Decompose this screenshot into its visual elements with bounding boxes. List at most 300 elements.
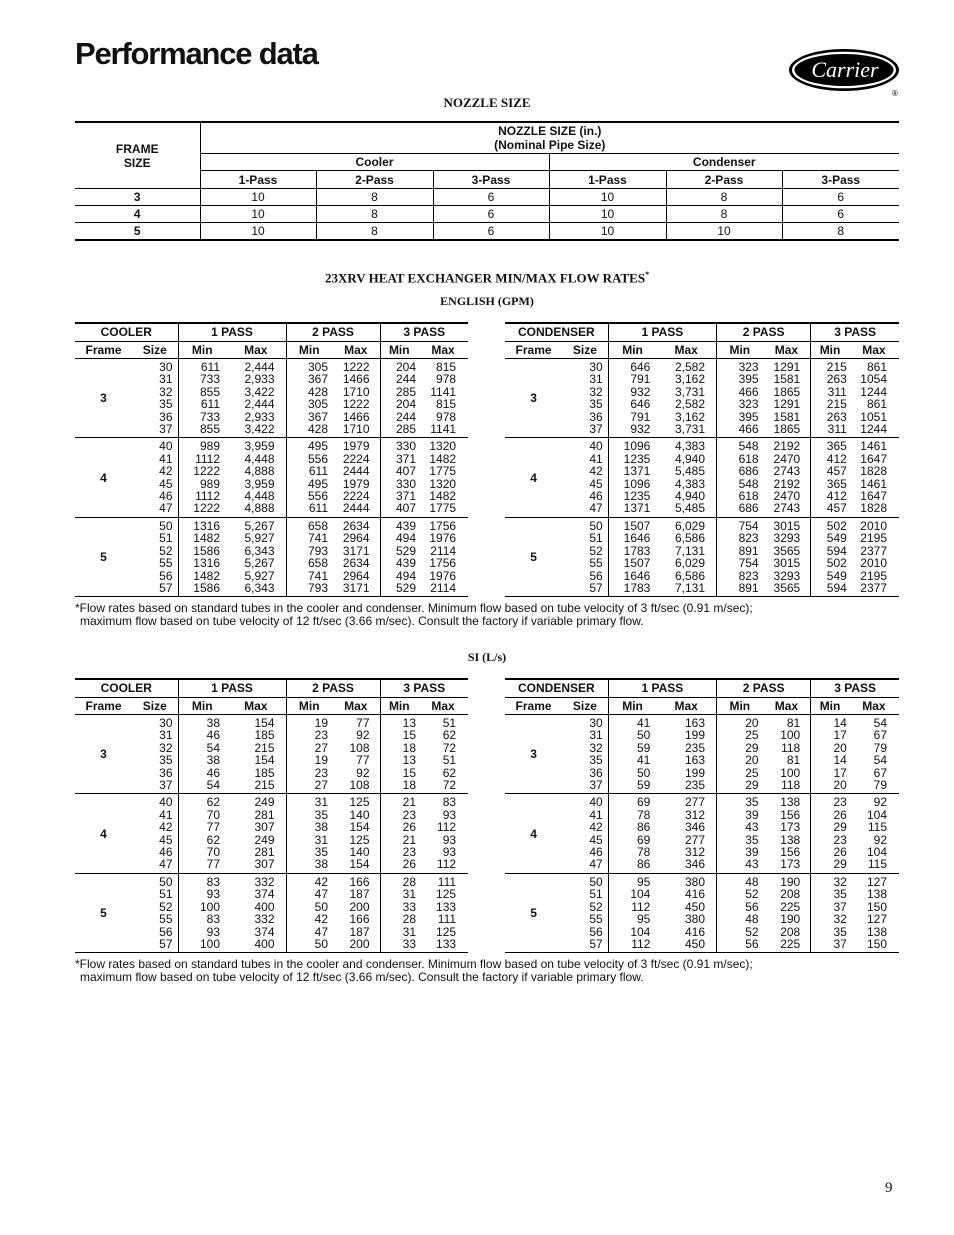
cell-value: 115 bbox=[867, 857, 887, 872]
column-header: Max bbox=[226, 342, 286, 359]
frame-cell: 4 bbox=[505, 794, 562, 873]
cell-value: 754 bbox=[738, 556, 759, 571]
cell-value: 861 bbox=[866, 360, 887, 374]
cell-value: 457 bbox=[826, 501, 847, 516]
cell-value: 815 bbox=[436, 360, 457, 374]
cell-value: 1865 bbox=[773, 384, 801, 399]
cell-value: 20 bbox=[833, 778, 847, 793]
cell-value: 28 bbox=[402, 912, 417, 927]
value-cell bbox=[286, 517, 332, 596]
cell-value: 154 bbox=[349, 820, 370, 835]
cell-value: 307 bbox=[254, 857, 275, 872]
cell-value: 30 bbox=[159, 360, 173, 374]
cell-value: 31 bbox=[159, 372, 173, 387]
cell-value: 2114 bbox=[430, 543, 457, 558]
english-condenser-table bbox=[505, 322, 899, 597]
value-cell bbox=[380, 517, 418, 596]
cell-value: 235 bbox=[684, 778, 705, 793]
frame-cell: 4 bbox=[75, 206, 200, 223]
cell-value: 428 bbox=[307, 422, 329, 437]
cell-value: 111 bbox=[437, 874, 457, 889]
cell-value: 3293 bbox=[773, 531, 801, 546]
cell-value: 77 bbox=[356, 753, 370, 768]
cell-value: 14 bbox=[833, 716, 847, 730]
column-header: Frame bbox=[505, 342, 562, 359]
cell-value: 46 bbox=[206, 728, 220, 743]
cell-value: 51 bbox=[159, 887, 173, 902]
column-header: Min bbox=[380, 698, 418, 715]
cell-value: 36 bbox=[589, 409, 603, 424]
cell-value: 112 bbox=[436, 857, 457, 872]
cell-value: 93 bbox=[206, 924, 220, 939]
cell-value: 1783 bbox=[623, 580, 651, 595]
value-cell: 8 bbox=[316, 223, 433, 241]
cell-value: 51 bbox=[589, 531, 603, 546]
frame-cell: 5 bbox=[75, 517, 132, 596]
cell-value: 2,444 bbox=[244, 360, 275, 374]
cell-value: 187 bbox=[349, 887, 370, 902]
cell-value: 548 bbox=[738, 439, 759, 454]
cell-value: 323 bbox=[738, 397, 759, 412]
cell-value: 215 bbox=[826, 397, 847, 412]
frame-cell: 5 bbox=[505, 517, 562, 596]
cell-value: 3,731 bbox=[674, 384, 705, 399]
cell-value: 187 bbox=[349, 924, 370, 939]
value-cell bbox=[178, 794, 226, 873]
cell-value: 791 bbox=[630, 409, 651, 424]
cell-value: 35 bbox=[589, 753, 603, 768]
cell-value: 1976 bbox=[429, 568, 457, 583]
condenser-header: Condenser bbox=[549, 154, 899, 171]
value-cell bbox=[849, 715, 899, 794]
cell-value: 395 bbox=[738, 409, 759, 424]
cell-value: 92 bbox=[873, 832, 887, 847]
cell-value: 2010 bbox=[860, 518, 887, 533]
cell-value: 100 bbox=[199, 936, 220, 951]
cell-value: 1051 bbox=[860, 409, 887, 424]
cell-value: 25 bbox=[745, 728, 759, 743]
cell-value: 529 bbox=[396, 580, 417, 595]
cell-value: 125 bbox=[349, 795, 370, 810]
cell-value: 52 bbox=[159, 899, 173, 914]
cell-value: 556 bbox=[307, 451, 329, 466]
cell-value: 457 bbox=[826, 464, 847, 479]
cell-value: 2192 bbox=[773, 476, 801, 491]
cell-value: 55 bbox=[589, 912, 603, 927]
value-cell bbox=[717, 438, 763, 517]
cell-value: 1112 bbox=[195, 489, 220, 504]
cell-value: 208 bbox=[780, 924, 801, 939]
cell-value: 618 bbox=[738, 451, 759, 466]
cell-value: 33 bbox=[402, 936, 417, 951]
cell-value: 154 bbox=[349, 857, 370, 872]
cell-value: 305 bbox=[307, 360, 329, 374]
column-header: Min bbox=[178, 342, 226, 359]
cell-value: 150 bbox=[866, 936, 887, 951]
cell-value: 55 bbox=[589, 556, 603, 571]
cell-value: 26 bbox=[833, 807, 847, 822]
cell-value: 2444 bbox=[342, 464, 370, 479]
cell-value: 13 bbox=[402, 716, 417, 730]
cell-value: 23 bbox=[402, 845, 417, 860]
column-header: Max bbox=[656, 342, 716, 359]
cell-value: 15 bbox=[402, 765, 417, 780]
cell-value: 17 bbox=[833, 765, 847, 780]
cell-value: 41 bbox=[159, 451, 173, 466]
cell-value: 6,586 bbox=[674, 531, 705, 546]
cell-value: 1112 bbox=[195, 451, 220, 466]
cell-value: 412 bbox=[826, 489, 847, 504]
cell-value: 108 bbox=[349, 740, 370, 755]
cell-value: 978 bbox=[436, 409, 457, 424]
cell-value: 19 bbox=[314, 716, 329, 730]
pass-header: 2-Pass bbox=[316, 171, 433, 189]
cell-value: 154 bbox=[254, 753, 275, 768]
cell-value: 2964 bbox=[342, 568, 370, 583]
value-cell bbox=[656, 438, 716, 517]
cell-value: 45 bbox=[589, 476, 603, 491]
cell-value: 36 bbox=[589, 765, 603, 780]
cell-value: 166 bbox=[349, 874, 370, 889]
cell-value: 83 bbox=[206, 912, 220, 927]
value-cell bbox=[608, 517, 656, 596]
cell-value: 2470 bbox=[773, 489, 801, 504]
cell-value: 1222 bbox=[193, 464, 220, 479]
cell-value: 32 bbox=[159, 740, 173, 755]
cell-value: 20 bbox=[745, 753, 759, 768]
column-header: Min bbox=[608, 342, 656, 359]
page-number: 9 bbox=[885, 1180, 893, 1196]
value-cell bbox=[418, 873, 468, 952]
cell-value: 54 bbox=[873, 753, 887, 768]
cell-value: 3,162 bbox=[674, 372, 705, 387]
cell-value: 26 bbox=[402, 820, 417, 835]
cell-value: 2195 bbox=[860, 531, 887, 546]
value-cell bbox=[811, 794, 849, 873]
cell-value: 72 bbox=[442, 778, 457, 793]
cell-value: 5,485 bbox=[674, 501, 705, 516]
cell-value: 111 bbox=[437, 912, 457, 927]
cell-value: 215 bbox=[254, 778, 275, 793]
cell-value: 1222 bbox=[193, 501, 220, 516]
cell-value: 43 bbox=[745, 820, 759, 835]
cell-value: 2743 bbox=[773, 501, 801, 516]
cell-value: 6,343 bbox=[244, 543, 275, 558]
cell-value: 215 bbox=[254, 740, 275, 755]
cell-value: 55 bbox=[159, 556, 173, 571]
cell-value: 13 bbox=[402, 753, 417, 768]
column-header: Min bbox=[811, 342, 849, 359]
cell-value: 815 bbox=[436, 397, 457, 412]
cell-value: 277 bbox=[684, 832, 705, 847]
cell-value: 21 bbox=[402, 795, 417, 810]
size-cell bbox=[132, 359, 178, 438]
cell-value: 2,582 bbox=[674, 397, 705, 412]
cell-value: 1466 bbox=[342, 372, 370, 387]
cell-value: 41 bbox=[636, 716, 651, 730]
frame-group-row bbox=[505, 438, 899, 517]
cell-value: 115 bbox=[867, 820, 887, 835]
cell-value: 31 bbox=[402, 887, 417, 902]
cell-value: 29 bbox=[833, 857, 847, 872]
cell-value: 93 bbox=[442, 845, 457, 860]
cell-value: 4,383 bbox=[674, 476, 705, 491]
cell-value: 1976 bbox=[429, 531, 457, 546]
pass-header: 2 PASS bbox=[286, 679, 380, 698]
cell-value: 208 bbox=[780, 887, 801, 902]
value-cell bbox=[380, 438, 418, 517]
cell-value: 93 bbox=[206, 887, 220, 902]
cooler-header: Cooler bbox=[200, 154, 549, 171]
cell-value: 548 bbox=[738, 476, 759, 491]
cell-value: 823 bbox=[738, 531, 759, 546]
cell-value: 1710 bbox=[342, 384, 370, 399]
cell-value: 1507 bbox=[623, 518, 651, 533]
cell-value: 185 bbox=[254, 765, 275, 780]
cell-value: 1775 bbox=[429, 501, 457, 516]
value-cell: 10 bbox=[549, 223, 666, 241]
cell-value: 1054 bbox=[860, 372, 887, 387]
cell-value: 118 bbox=[781, 778, 801, 793]
header-row bbox=[75, 323, 468, 342]
cell-value: 57 bbox=[159, 580, 173, 595]
cell-value: 81 bbox=[786, 753, 801, 768]
cell-value: 69 bbox=[636, 795, 651, 810]
cell-value: 330 bbox=[396, 439, 417, 454]
column-header: Max bbox=[332, 342, 380, 359]
cell-value: 41 bbox=[589, 807, 603, 822]
cell-value: 311 bbox=[827, 422, 847, 437]
cell-value: 1461 bbox=[860, 476, 887, 491]
cell-value: 83 bbox=[206, 874, 220, 889]
cell-value: 37 bbox=[833, 899, 847, 914]
cell-value: 62 bbox=[206, 832, 220, 847]
cell-value: 823 bbox=[738, 568, 759, 583]
size-cell bbox=[562, 517, 608, 596]
cell-value: 330 bbox=[396, 476, 417, 491]
cell-value: 3015 bbox=[773, 556, 801, 571]
table-title-header: COOLER bbox=[75, 323, 178, 342]
cell-value: 1979 bbox=[342, 476, 370, 491]
cell-value: 450 bbox=[684, 936, 705, 951]
value-cell bbox=[656, 359, 716, 438]
cell-value: 199 bbox=[684, 765, 705, 780]
subheader-row bbox=[505, 698, 899, 715]
cell-value: 50 bbox=[314, 899, 329, 914]
cell-value: 50 bbox=[159, 518, 173, 533]
value-cell bbox=[226, 517, 286, 596]
cell-value: 1222 bbox=[342, 397, 370, 412]
frame-group-row bbox=[505, 794, 899, 873]
column-header: Min bbox=[286, 698, 332, 715]
cell-value: 1461 bbox=[860, 439, 887, 454]
cell-value: 932 bbox=[630, 384, 651, 399]
value-cell bbox=[811, 359, 849, 438]
footnote-line: maximum flow based on tube velocity of 12 ft/sec (3.66 m/sec). Consult the factory if variable primary flow. bbox=[80, 970, 644, 984]
cell-value: 3171 bbox=[342, 580, 370, 595]
cell-value: 163 bbox=[684, 753, 705, 768]
cell-value: 1586 bbox=[193, 543, 220, 558]
cell-value: 37 bbox=[589, 778, 603, 793]
nozzle-group-header-line1: NOZZLE SIZE (in.) bbox=[498, 124, 602, 138]
column-header: Min bbox=[178, 698, 226, 715]
table-title-header: CONDENSER bbox=[505, 323, 608, 342]
value-cell bbox=[380, 715, 418, 794]
cell-value: 407 bbox=[396, 501, 417, 516]
cell-value: 35 bbox=[745, 832, 759, 847]
cell-value: 323 bbox=[738, 360, 759, 374]
cell-value: 6,586 bbox=[674, 568, 705, 583]
value-cell: 6 bbox=[782, 206, 899, 223]
cell-value: 23 bbox=[833, 795, 847, 810]
cell-value: 59 bbox=[636, 778, 651, 793]
cell-value: 138 bbox=[780, 795, 801, 810]
frame-group-row bbox=[505, 359, 899, 438]
cell-value: 51 bbox=[159, 531, 173, 546]
cell-value: 3,422 bbox=[244, 384, 275, 399]
value-cell bbox=[811, 873, 849, 952]
cell-value: 3171 bbox=[342, 543, 370, 558]
cell-value: 450 bbox=[684, 899, 705, 914]
cell-value: 3,959 bbox=[244, 476, 275, 491]
cell-value: 36 bbox=[159, 765, 173, 780]
cell-value: 412 bbox=[826, 451, 847, 466]
frame-group-row bbox=[505, 715, 899, 794]
cell-value: 4,940 bbox=[674, 489, 705, 504]
cell-value: 173 bbox=[780, 820, 801, 835]
cell-value: 204 bbox=[396, 397, 417, 412]
cell-value: 861 bbox=[866, 397, 887, 412]
cell-value: 42 bbox=[589, 820, 603, 835]
nozzle-group-header bbox=[200, 122, 899, 154]
value-cell: 10 bbox=[549, 206, 666, 223]
value-cell bbox=[226, 873, 286, 952]
cell-value: 312 bbox=[684, 807, 705, 822]
table-title-header: CONDENSER bbox=[505, 679, 608, 698]
value-cell bbox=[418, 794, 468, 873]
cell-value: 50 bbox=[636, 765, 651, 780]
cell-value: 31 bbox=[314, 832, 329, 847]
cell-value: 549 bbox=[826, 531, 847, 546]
cell-value: 1371 bbox=[623, 464, 651, 479]
value-cell: 8 bbox=[666, 189, 782, 206]
cell-value: 5,485 bbox=[674, 464, 705, 479]
si-condenser-table bbox=[505, 678, 899, 953]
value-cell bbox=[763, 715, 811, 794]
value-cell bbox=[286, 359, 332, 438]
value-cell bbox=[286, 438, 332, 517]
cell-value: 26 bbox=[833, 845, 847, 860]
cell-value: 125 bbox=[436, 887, 457, 902]
column-header: Max bbox=[763, 698, 811, 715]
cell-value: 133 bbox=[436, 899, 457, 914]
value-cell: 8 bbox=[316, 206, 433, 223]
cell-value: 263 bbox=[826, 409, 847, 424]
value-cell: 6 bbox=[433, 223, 549, 241]
cell-value: 1783 bbox=[623, 543, 651, 558]
cell-value: 225 bbox=[780, 899, 801, 914]
cell-value: 1096 bbox=[623, 439, 651, 454]
cell-value: 92 bbox=[356, 728, 370, 743]
cell-value: 1979 bbox=[342, 439, 370, 454]
cell-value: 754 bbox=[738, 518, 759, 533]
cell-value: 57 bbox=[589, 580, 603, 595]
logo-text: Carrier bbox=[811, 57, 879, 82]
cell-value: 32 bbox=[833, 912, 847, 927]
cell-value: 67 bbox=[873, 728, 887, 743]
column-header: Min bbox=[286, 342, 332, 359]
pass-header: 2-Pass bbox=[666, 171, 782, 189]
cell-value: 46 bbox=[589, 489, 603, 504]
value-cell bbox=[286, 715, 332, 794]
cell-value: 1482 bbox=[429, 489, 457, 504]
cell-value: 17 bbox=[833, 728, 847, 743]
cell-value: 23 bbox=[402, 807, 417, 822]
table-title-header: COOLER bbox=[75, 679, 178, 698]
cell-value: 70 bbox=[206, 845, 220, 860]
cell-value: 125 bbox=[349, 832, 370, 847]
value-cell bbox=[226, 359, 286, 438]
cell-value: 989 bbox=[199, 476, 220, 491]
cell-value: 1482 bbox=[429, 451, 457, 466]
pass-header: 3 PASS bbox=[811, 323, 899, 342]
cell-value: 1646 bbox=[623, 568, 651, 583]
cell-value: 244 bbox=[396, 372, 417, 387]
frame-group-row bbox=[75, 794, 468, 873]
value-cell bbox=[717, 873, 763, 952]
cell-value: 416 bbox=[684, 924, 705, 939]
cell-value: 2634 bbox=[342, 518, 370, 533]
cell-value: 2224 bbox=[342, 451, 370, 466]
cell-value: 3,422 bbox=[244, 422, 275, 437]
cell-value: 346 bbox=[684, 857, 705, 872]
cell-value: 6,343 bbox=[244, 580, 275, 595]
cell-value: 199 bbox=[684, 728, 705, 743]
cell-value: 594 bbox=[826, 543, 847, 558]
cell-value: 30 bbox=[159, 716, 173, 730]
cell-value: 2377 bbox=[860, 580, 887, 595]
cell-value: 495 bbox=[307, 476, 329, 491]
column-header: Max bbox=[418, 698, 468, 715]
column-header: Max bbox=[763, 342, 811, 359]
value-cell bbox=[608, 794, 656, 873]
value-cell bbox=[717, 517, 763, 596]
cell-value: 367 bbox=[307, 409, 329, 424]
cell-value: 793 bbox=[307, 580, 329, 595]
cell-value: 54 bbox=[206, 778, 220, 793]
cell-value: 40 bbox=[159, 439, 173, 454]
value-cell bbox=[811, 715, 849, 794]
cell-value: 38 bbox=[206, 716, 220, 730]
cell-value: 400 bbox=[254, 899, 275, 914]
cell-value: 2,444 bbox=[244, 397, 275, 412]
cell-value: 594 bbox=[826, 580, 847, 595]
cell-value: 48 bbox=[745, 912, 759, 927]
cell-value: 1316 bbox=[193, 518, 220, 533]
subheader-row bbox=[75, 698, 468, 715]
value-cell bbox=[656, 715, 716, 794]
cell-value: 42 bbox=[159, 820, 173, 835]
subheader-row bbox=[505, 342, 899, 359]
cell-value: 733 bbox=[199, 372, 220, 387]
cell-value: 1756 bbox=[429, 556, 457, 571]
cell-value: 646 bbox=[630, 397, 651, 412]
frame-group-row bbox=[75, 715, 468, 794]
value-cell bbox=[418, 715, 468, 794]
frame-group-row bbox=[75, 517, 468, 596]
cell-value: 6,029 bbox=[674, 556, 705, 571]
cell-value: 133 bbox=[436, 936, 457, 951]
